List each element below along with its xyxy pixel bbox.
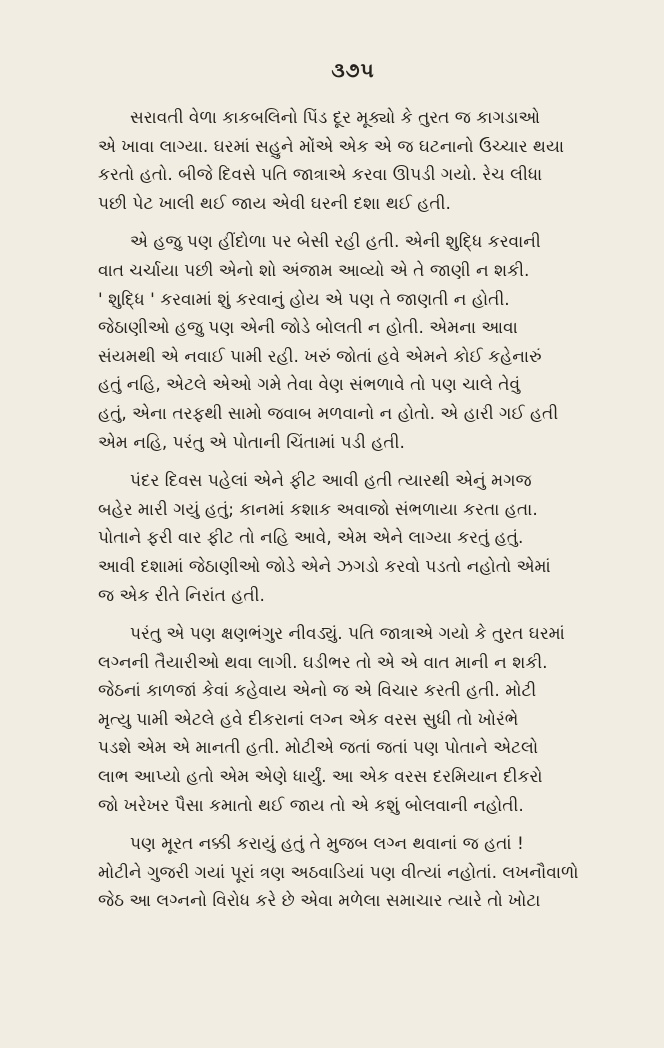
text-line: બહેર મારી ગયું હતું; કાનમાં કશાક અવાજો સંભળાયા કરતા હતા. bbox=[98, 499, 538, 520]
text-line: પણ મૂરત નક્કી કરાયું હતું તે મુજબ લગ્ન થવાનાં જ હતાં ! bbox=[130, 834, 524, 855]
paragraph-4 bbox=[98, 620, 598, 820]
text-line: પરંતુ એ પણ ક્ષણભંગુર નીવડ્યું. પતિ જાત્રાએ ગયો કે તુરત ઘરમાં bbox=[130, 624, 565, 645]
text-line: જેઠ આ લગ્નનો વિરોધ કરે છે એવા મળેલા સમાચાર ત્યારે તો ખોટા bbox=[98, 891, 541, 912]
text-line: પંદર દિવસ પહેલાં એને ફીટ આવી હતી ત્યારથી એનું મગજ bbox=[130, 471, 532, 492]
text-line: એ ખાવા લાગ્યા. ઘરમાં સહુને મોંએ એક એ જ ઘટનાનો ઉચ્ચાર થયા bbox=[98, 136, 565, 157]
text-line: જો ખરેખર પૈસા કમાતો થઈ જાય તો એ કશું બોલવાની નહોતી. bbox=[98, 795, 524, 816]
text-line: પછી પેટ ખાલી થઈ જાય એવી ઘરની દશા થઈ હતી. bbox=[98, 193, 451, 214]
text-line: પડશે એમ એ માનતી હતી. મોટીએ જતાં જતાં પણ પોતાને એટલો bbox=[98, 738, 539, 759]
paragraph-2 bbox=[98, 228, 598, 457]
text-line: કરતો હતો. બીજે દિવસે પતિ જાત્રાએ કરવા ઊપડી ગયો. રેચ લીધા bbox=[98, 165, 543, 186]
text-line: સંયમથી એ નવાઈ પામી રહી. ખરું જોતાં હવે એમને કોઈ કહેનારું bbox=[98, 346, 542, 367]
paragraph-3 bbox=[98, 467, 598, 610]
text-line: આવી દશામાં જેઠાણીઓ જોડે એને ઝગડો કરવો પડતો નહોતો એમાં bbox=[98, 556, 551, 577]
paragraph-5 bbox=[98, 830, 598, 916]
text-line: લગ્નની તૈયારીઓ થવા લાગી. ઘડીભર તો એ એ વાત માની ન શકી. bbox=[98, 652, 548, 673]
page-number: ૩૭૫ bbox=[331, 58, 375, 82]
text-line: સરાવતી વેળા કાકબલિનો પિંડ દૂર મૂક્યો કે તુરત જ કાગડાઓ bbox=[130, 108, 540, 128]
text-line: મૃત્યુ પામી એટલે હવે દીકરાનાં લગ્ન એક વરસ સુધી તો ખોરંભે bbox=[98, 709, 519, 730]
text-line: હતું, એના તરફથી સામો જવાબ મળવાનો ન હોતો. એ હારી ગઈ હતી bbox=[98, 403, 559, 424]
text-line: ' શુદ્ધિ ' કરવામાં શું કરવાનું હોય એ પણ તે જાણતી ન હોતી. bbox=[98, 289, 510, 310]
text-line: જ એક રીતે નિરાંત હતી. bbox=[98, 585, 265, 606]
text-line: હતું નહિ, એટલે એઓ ગમે તેવા વેણ સંભળાવે તો પણ ચાલે તેવું bbox=[98, 375, 521, 396]
text-line: લાભ આપ્યો હતો એમ એણે ધાર્યું. આ એક વરસ દરમિયાન દીકરો bbox=[98, 767, 543, 788]
text-line: એ હજુ પણ હીંદોળા પર બેસી રહી હતી. એની શુદ્ધિ કરવાની bbox=[130, 232, 541, 253]
text-line: પોતાને ફરી વાર ફીટ તો નહિ આવે, એમ એને લાગ્યા કરતું હતું. bbox=[98, 528, 524, 549]
text-line: એમ નહિ, પરંતુ એ પોતાની ચિંતામાં પડી હતી. bbox=[98, 432, 405, 453]
text-line: જેઠાણીઓ હજુ પણ એની જોડે બોલતી ન હોતી. એમના આવા bbox=[98, 318, 518, 339]
text-line: જેઠનાં કાળજાં કેવાં કહેવાય એનો જ એ વિચાર કરતી હતી. મોટી bbox=[98, 681, 537, 702]
paragraph-1 bbox=[98, 104, 598, 218]
text-line: મોટીને ગુજરી ગયાં પૂરાં ત્રણ અઠવાડિયાં પણ વીત્યાં નહોતાં. લખનૌવાળો bbox=[98, 862, 579, 883]
text-line: વાત ચર્ચાયા પછી એનો શો અંજામ આવ્યો એ તે જાણી ન શકી. bbox=[98, 260, 530, 281]
